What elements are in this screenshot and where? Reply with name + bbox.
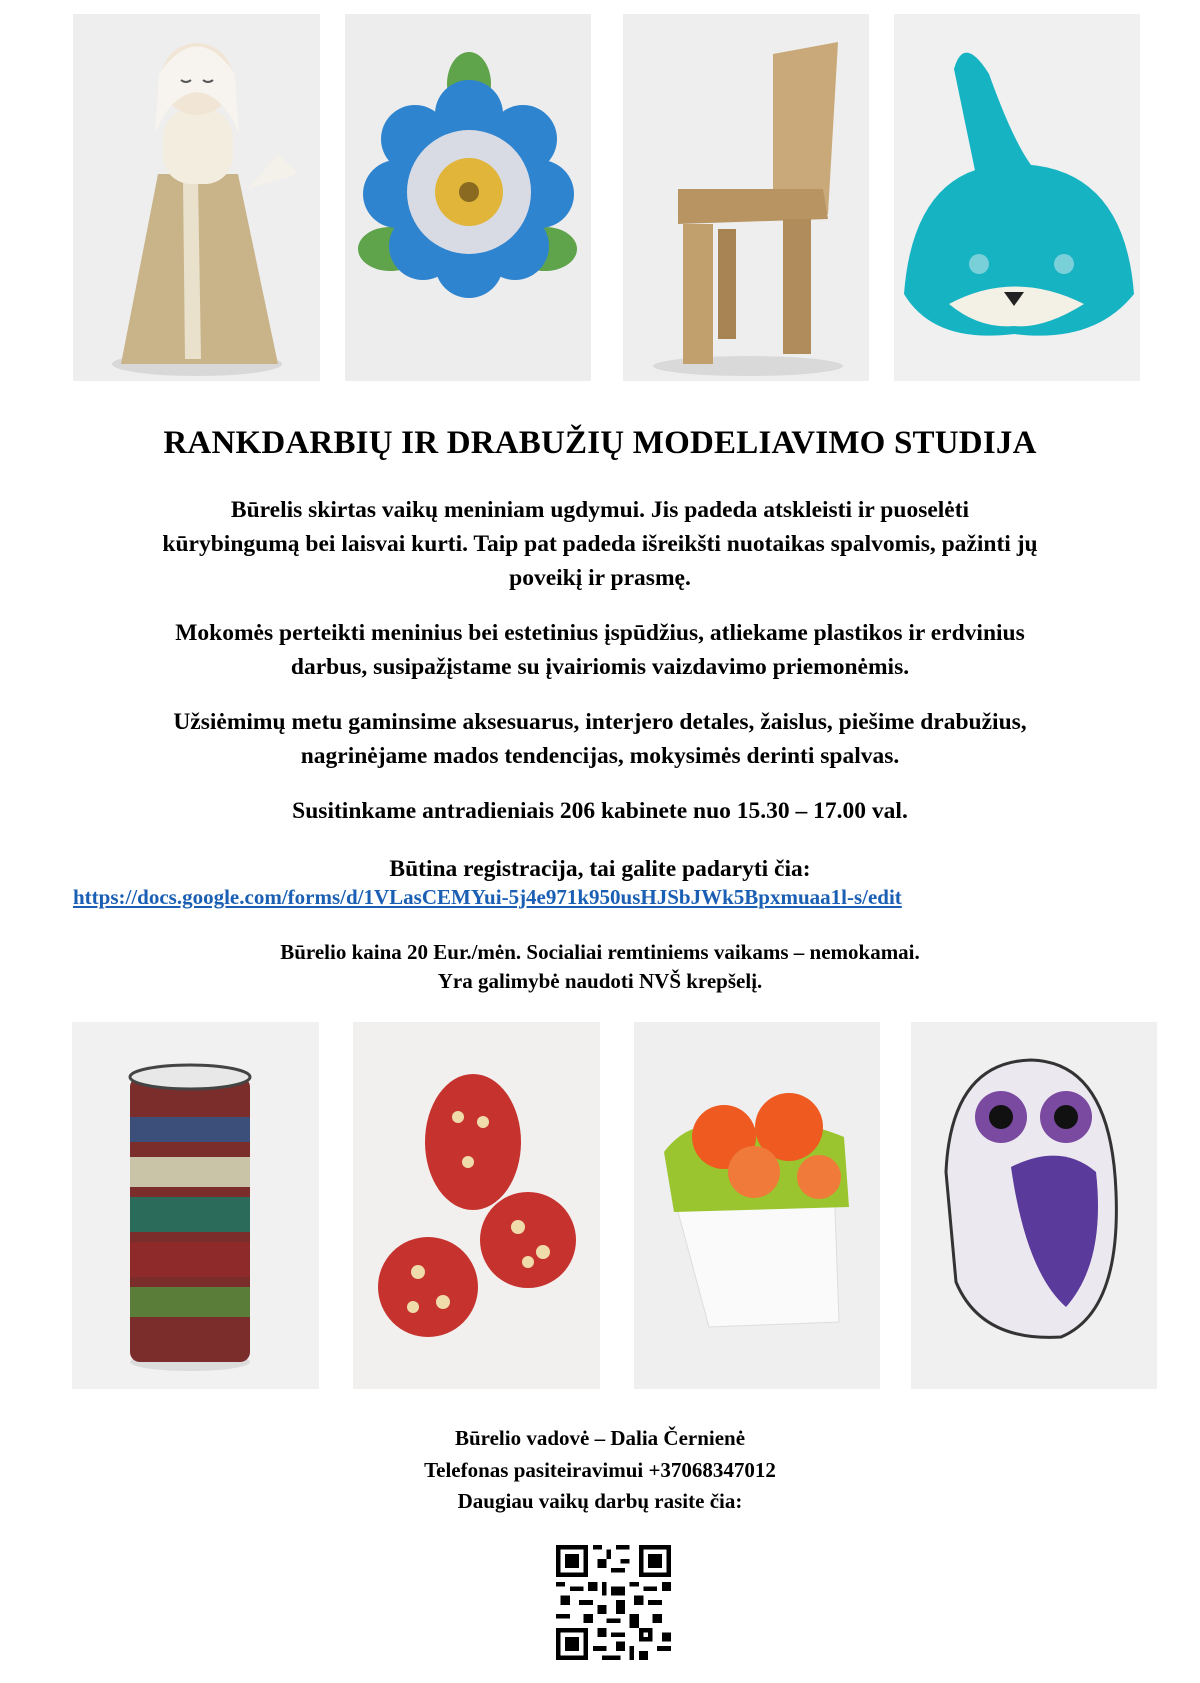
registration-label: Būtina registracija, tai galite padaryti čia: (389, 856, 811, 882)
nvs-basket-text: Yra galimybė naudoti NVŠ krepšelį. (437, 969, 763, 993)
photo-paper-rose-box (634, 1022, 880, 1389)
paragraph-line: nagrinėjame mados tendencijas, mokysimės derinti spalvas. (300, 743, 900, 769)
qr-code[interactable] (556, 1545, 671, 1660)
paragraph-line: poveikį ir prasmę. (509, 565, 691, 591)
price-text: Būrelio kaina 20 Eur./mėn. Socialiai remtiniems vaikams – nemokamai. (280, 940, 920, 964)
page-title: RANKDARBIŲ IR DRABUŽIŲ MODELIAVIMO STUDIJA (163, 425, 1037, 461)
paragraph-line: Užsiėmimų metu gaminsime aksesuarus, interjero detales, žaislus, piešime drabužius, (173, 709, 1027, 735)
paragraph-line: Būrelis skirtas vaikų meniniam ugdymui. Jis padeda atskleisti ir puoselėti (230, 497, 970, 523)
paragraph-line: Mokomės perteikti meninius bei estetinius įspūdžius, atliekame plastikos ir erdvinius (175, 620, 1025, 646)
photo-mosaic-vase (72, 1022, 319, 1389)
schedule-text: Susitinkame antradieniais 206 kabinete nuo 15.30 – 17.00 val. (292, 798, 908, 824)
photo-angel-doll (73, 14, 320, 381)
paragraph-line: kūrybingumą bei laisvai kurti. Taip pat padeda išreikšti nuotaikas spalvomis, pažinti jų (162, 531, 1038, 557)
photo-painted-owl-stone (911, 1022, 1157, 1389)
paragraph-line: darbus, susipažįstame su įvairiomis vaizdavimo priemonėmis. (290, 654, 910, 680)
registration-link[interactable]: https://docs.google.com/forms/d/1VLasCEMYui-5j4e971k950usHJSbJWk5Bpxmuaa1l-s/edit (73, 885, 902, 909)
photo-cd-flower (345, 14, 591, 381)
phone-text: Telefonas pasiteiravimui +37068347012 (424, 1458, 776, 1482)
more-works-text: Daugiau vaikų darbų rasite čia: (457, 1489, 743, 1513)
photo-decorated-eggs (353, 1022, 600, 1389)
photo-cardboard-chair (623, 14, 869, 381)
photo-felt-cat (894, 14, 1140, 381)
leader-text: Būrelio vadovė – Dalia Černienė (454, 1426, 746, 1450)
